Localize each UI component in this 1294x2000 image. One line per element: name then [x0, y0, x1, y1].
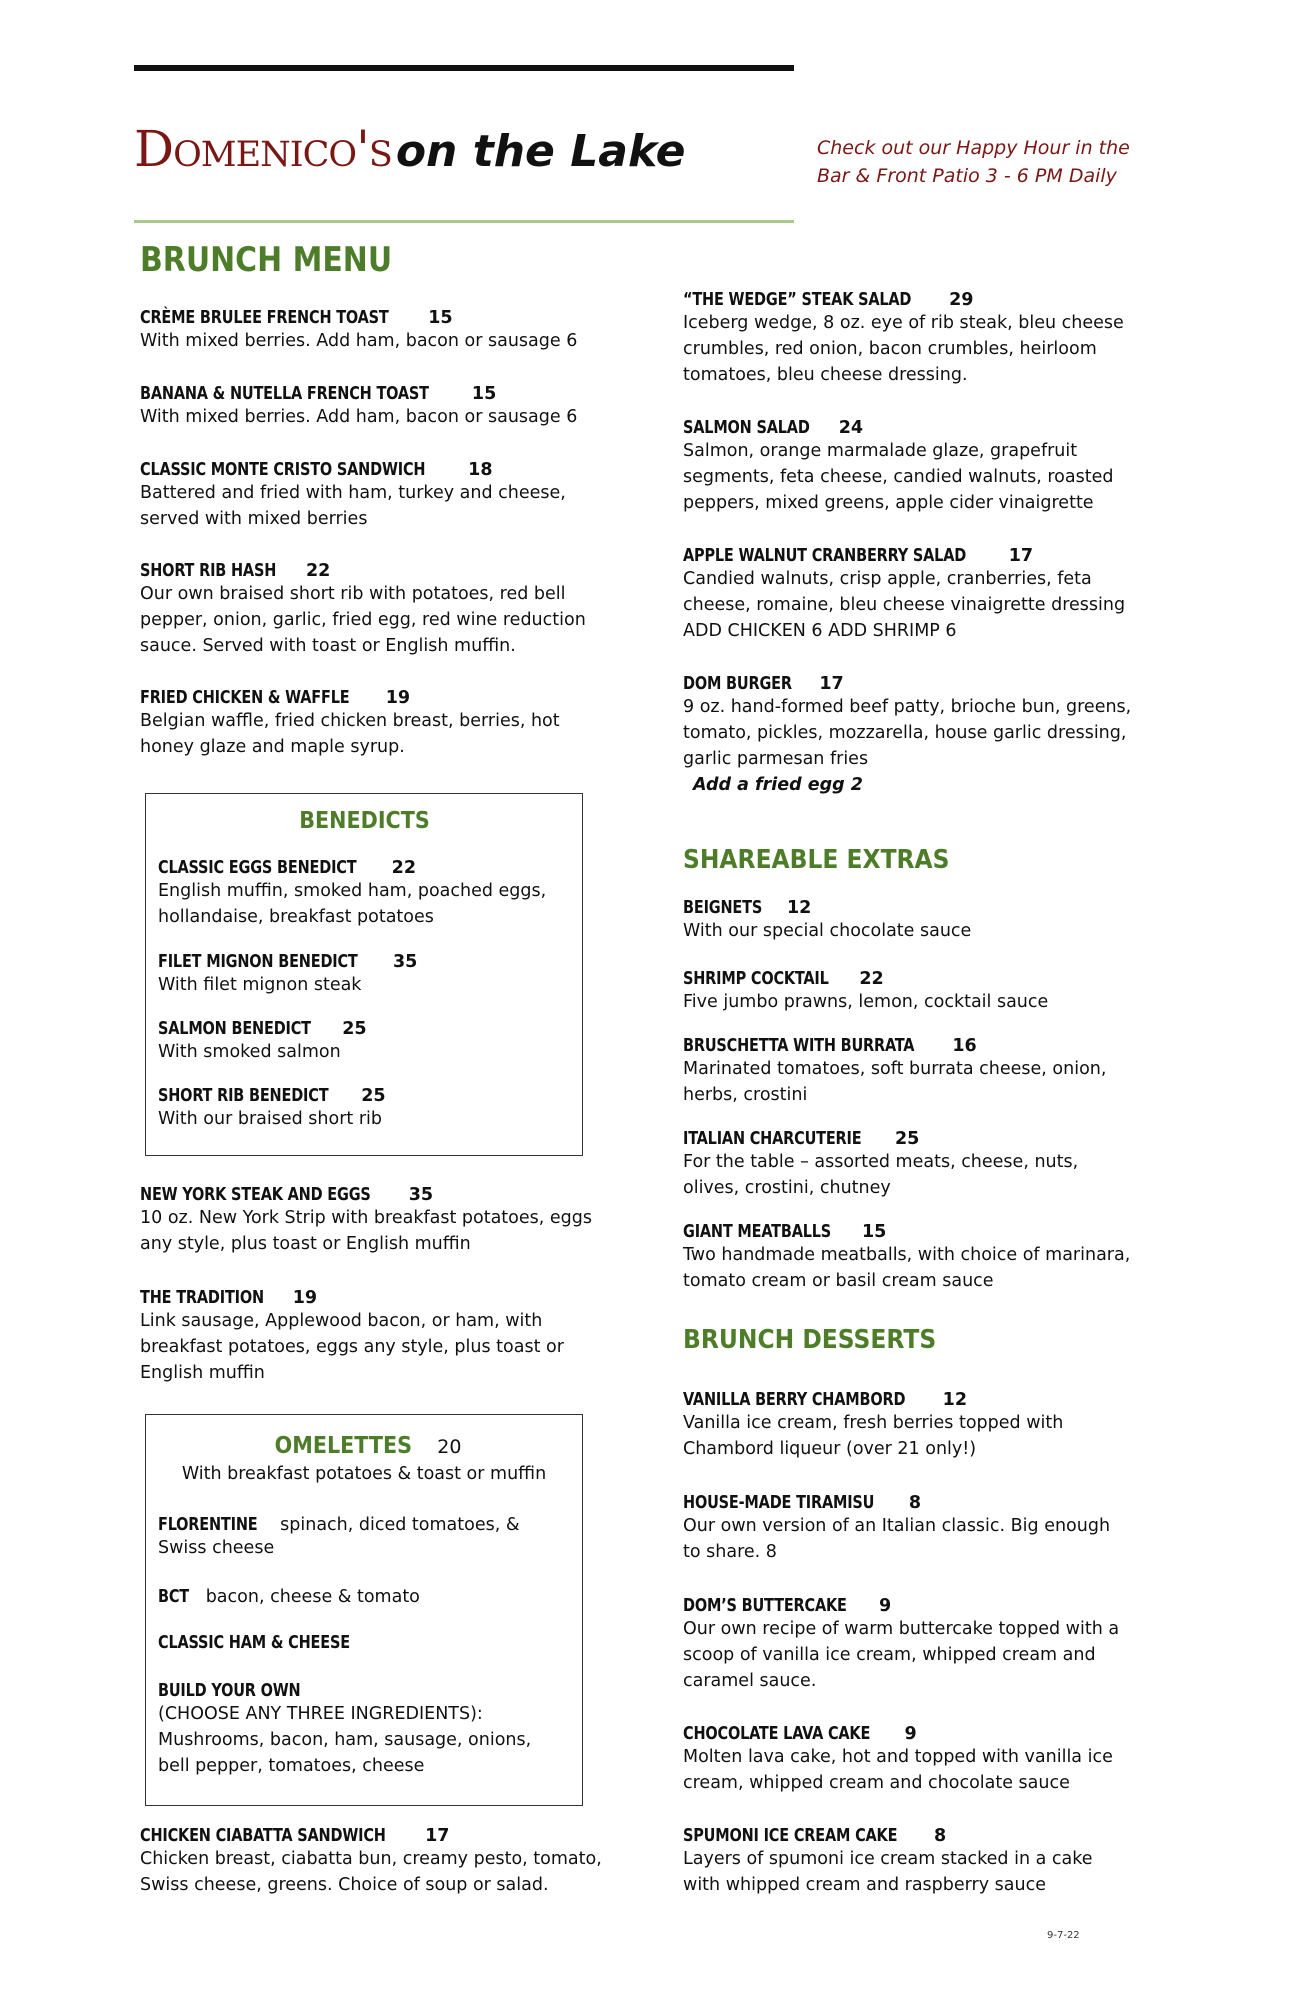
item-name: FRIED CHICKEN & WAFFLE: [140, 688, 350, 708]
item-desc: Our own version of an Italian classic. Big enough: [683, 1516, 1111, 1536]
menu-item: [140, 1288, 620, 1386]
header-divider: [134, 220, 794, 223]
item-price: 15: [471, 384, 497, 404]
menu-item: [683, 1596, 1163, 1694]
item-desc: peppers, mixed greens, apple cider vinaigrette: [683, 493, 1094, 513]
item-price: 25: [342, 1019, 367, 1039]
item-desc: Our own braised short rib with potatoes, red bell: [140, 584, 566, 604]
happy-hour-line-2: Bar & Front Patio 3 - 6 PM Daily: [817, 165, 1117, 187]
item-price: 16: [952, 1036, 977, 1056]
item-price: 8: [933, 1826, 947, 1846]
item-price: 9: [878, 1596, 892, 1616]
menu-item: [158, 1633, 367, 1653]
item-desc: scoop of vanilla ice cream, whipped cream and: [683, 1645, 1096, 1665]
brunch-desserts-title: BRUNCH DESSERTS: [683, 1325, 937, 1355]
item-price: 15: [428, 308, 453, 328]
item-desc: cream, whipped cream and chocolate sauce: [683, 1773, 1070, 1793]
item-price: 25: [894, 1129, 920, 1149]
menu-item: [683, 1129, 1163, 1201]
item-desc: Five jumbo prawns, lemon, cocktail sauce: [683, 992, 1049, 1012]
item-extra: Add a fried egg 2: [693, 775, 863, 795]
item-name: CLASSIC MONTE CRISTO SANDWICH: [140, 460, 426, 480]
menu-item: [683, 1826, 1163, 1898]
item-name: CLASSIC HAM & CHEESE: [158, 1633, 350, 1653]
menu-item: [140, 384, 620, 430]
item-name: FILET MIGNON BENEDICT: [158, 952, 358, 972]
top-rule: [134, 65, 794, 71]
item-desc: Chambord liqueur (over 21 only!): [683, 1439, 977, 1459]
item-price: 19: [292, 1288, 318, 1308]
menu-item: [683, 674, 1163, 798]
brunch-menu-title: BRUNCH MENU: [140, 240, 393, 280]
item-desc: Candied walnuts, crisp apple, cranberries, feta: [683, 569, 1092, 589]
item-desc: With mixed berries. Add ham, bacon or sausage 6: [140, 331, 578, 351]
item-desc: pepper, onion, garlic, fried egg, red wine reduction: [140, 610, 586, 630]
menu-item: [683, 290, 1163, 388]
menu-item: [683, 1222, 1163, 1294]
item-desc: bell pepper, tomatoes, cheese: [158, 1756, 425, 1776]
item-name: GIANT MEATBALLS: [683, 1222, 832, 1242]
item-price: 12: [786, 898, 812, 918]
item-desc: with whipped cream and raspberry sauce: [683, 1875, 1046, 1895]
item-price: 22: [305, 561, 331, 581]
omelettes-price: 20: [437, 1436, 462, 1458]
menu-item: [140, 561, 620, 659]
item-name: CHICKEN CIABATTA SANDWICH: [140, 1826, 386, 1846]
item-desc: With filet mignon steak: [158, 975, 362, 995]
item-desc: breakfast potatoes, eggs any style, plus toast or: [140, 1337, 564, 1357]
item-price: 12: [942, 1390, 967, 1410]
item-desc: With mixed berries. Add ham, bacon or sausage 6: [140, 407, 578, 427]
item-desc: herbs, crostini: [683, 1085, 808, 1105]
item-name: DOM’S BUTTERCAKE: [683, 1596, 847, 1616]
item-name: VANILLA BERRY CHAMBORD: [683, 1390, 906, 1410]
item-desc: cheese, romaine, bleu cheese vinaigrette dressing: [683, 595, 1126, 615]
item-desc: Mushrooms, bacon, ham, sausage, onions,: [158, 1730, 532, 1750]
item-desc: garlic parmesan fries: [683, 749, 869, 769]
omelettes-box: [145, 1414, 583, 1806]
item-name: BRUSCHETTA WITH BURRATA: [683, 1036, 915, 1056]
item-desc: sauce. Served with toast or English muffin.: [140, 636, 516, 656]
restaurant-logo: [134, 120, 685, 178]
revision-date: 9-7-22: [1047, 1930, 1080, 1941]
item-desc: Chicken breast, ciabatta bun, creamy pesto, tomato,: [140, 1849, 602, 1869]
menu-item: [683, 969, 1163, 1015]
item-desc: to share. 8: [683, 1542, 777, 1562]
item-name: SPUMONI ICE CREAM CAKE: [683, 1826, 898, 1846]
item-desc: 9 oz. hand-formed beef patty, brioche bun, greens,: [683, 697, 1132, 717]
item-name: SALMON BENEDICT: [158, 1019, 311, 1039]
item-desc: English muffin, smoked ham, poached eggs,: [158, 881, 547, 901]
item-desc: honey glaze and maple syrup.: [140, 737, 405, 757]
menu-item: [158, 858, 546, 930]
item-desc: Iceberg wedge, 8 oz. eye of rib steak, bleu cheese: [683, 313, 1124, 333]
item-desc: tomato, pickles, mozzarella, house garlic dressing,: [683, 723, 1127, 743]
menu-item: [683, 546, 1163, 644]
item-name: THE TRADITION: [140, 1288, 264, 1308]
item-name: CRÈME BRULEE FRENCH TOAST: [140, 308, 389, 328]
item-desc: With our special chocolate sauce: [683, 921, 972, 941]
item-name: SHORT RIB HASH: [140, 561, 277, 581]
item-name: BANANA & NUTELLA FRENCH TOAST: [140, 384, 429, 404]
menu-item: [683, 1390, 1163, 1462]
item-desc: Two handmade meatballs, with choice of marinara,: [683, 1245, 1131, 1265]
item-price: 19: [385, 688, 411, 708]
item-price: 18: [468, 460, 493, 480]
item-desc: tomatoes, bleu cheese dressing.: [683, 365, 968, 385]
item-name: SALMON SALAD: [683, 418, 810, 438]
item-price: 17: [425, 1826, 450, 1846]
item-desc: Vanilla ice cream, fresh berries topped with: [683, 1413, 1064, 1433]
item-name: BEIGNETS: [683, 898, 763, 918]
item-desc: Salmon, orange marmalade glaze, grapefruit: [683, 441, 1078, 461]
item-name: BUILD YOUR OWN: [158, 1681, 301, 1701]
item-name: ITALIAN CHARCUTERIE: [683, 1129, 862, 1149]
item-desc: tomato cream or basil cream sauce: [683, 1271, 994, 1291]
menu-item: [683, 1493, 1163, 1565]
item-desc: Swiss cheese: [158, 1538, 275, 1558]
item-desc: spinach, diced tomatoes, &: [280, 1515, 520, 1535]
item-desc: English muffin: [140, 1363, 265, 1383]
menu-item: [158, 1515, 519, 1561]
item-name: APPLE WALNUT CRANBERRY SALAD: [683, 546, 967, 566]
item-name: HOUSE-MADE TIRAMISU: [683, 1493, 875, 1513]
item-price: 24: [838, 418, 864, 438]
item-desc: caramel sauce.: [683, 1671, 817, 1691]
happy-hour-line-1: Check out our Happy Hour in the: [817, 137, 1130, 159]
item-name: SHRIMP COCKTAIL: [683, 969, 829, 989]
item-name: “THE WEDGE” STEAK SALAD: [683, 290, 912, 310]
item-desc: Belgian waffle, fried chicken breast, berries, hot: [140, 711, 560, 731]
item-price: 9: [904, 1724, 917, 1744]
item-desc: With our braised short rib: [158, 1109, 382, 1129]
menu-item: [683, 898, 1163, 944]
item-desc: Link sausage, Applewood bacon, or ham, with: [140, 1311, 543, 1331]
brand-name: Domenico's: [134, 120, 392, 178]
item-price: 25: [361, 1086, 386, 1106]
item-name: FLORENTINE: [158, 1515, 258, 1535]
item-desc: Molten lava cake, hot and topped with vanilla ice: [683, 1747, 1113, 1767]
item-desc: served with mixed berries: [140, 509, 368, 529]
item-desc: olives, crostini, chutney: [683, 1178, 891, 1198]
item-price: 17: [819, 674, 844, 694]
item-desc: segments, feta cheese, candied walnuts, roasted: [683, 467, 1114, 487]
benedicts-title: BENEDICTS: [298, 808, 430, 834]
item-desc: Swiss cheese, greens. Choice of soup or salad.: [140, 1875, 549, 1895]
item-desc: With smoked salmon: [158, 1042, 341, 1062]
menu-item: [140, 1185, 620, 1257]
item-price: 17: [1008, 546, 1034, 566]
shareable-extras-title: SHAREABLE EXTRAS: [683, 845, 950, 875]
item-price: 22: [859, 969, 884, 989]
item-desc: Marinated tomatoes, soft burrata cheese, onion,: [683, 1059, 1107, 1079]
item-desc: ADD CHICKEN 6 ADD SHRIMP 6: [683, 621, 957, 641]
item-name: DOM BURGER: [683, 674, 792, 694]
brand-tagline: on the Lake: [395, 126, 686, 177]
menu-item: [140, 460, 620, 532]
menu-item: [140, 1826, 620, 1898]
omelettes-title: OMELETTES: [274, 1433, 412, 1459]
item-price: 29: [949, 290, 974, 310]
item-desc: any style, plus toast or English muffin: [140, 1234, 471, 1254]
item-desc: hollandaise, breakfast potatoes: [158, 907, 434, 927]
item-desc: 10 oz. New York Strip with breakfast potatoes, eggs: [140, 1208, 592, 1228]
benedicts-box: [145, 793, 583, 1156]
item-desc: bacon, cheese & tomato: [205, 1587, 420, 1607]
item-name: NEW YORK STEAK AND EGGS: [140, 1185, 371, 1205]
item-desc: Layers of spumoni ice cream stacked in a cake: [683, 1849, 1093, 1869]
menu-item: [140, 308, 620, 354]
item-price: 35: [393, 952, 418, 972]
item-price: 35: [408, 1185, 434, 1205]
item-desc: (CHOOSE ANY THREE INGREDIENTS):: [158, 1704, 483, 1724]
menu-item: [158, 1587, 420, 1607]
item-price: 22: [391, 858, 417, 878]
item-desc: Battered and fried with ham, turkey and cheese,: [140, 483, 566, 503]
menu-item: [158, 1086, 386, 1132]
menu-item: [140, 688, 620, 760]
item-name: CHOCOLATE LAVA CAKE: [683, 1724, 871, 1744]
menu-item: [683, 1724, 1163, 1796]
omelettes-subtitle: With breakfast potatoes & toast or muffin: [181, 1464, 547, 1484]
menu-item: [683, 418, 1163, 516]
item-price: 8: [908, 1493, 922, 1513]
item-name: SHORT RIB BENEDICT: [158, 1086, 329, 1106]
menu-item: [683, 1036, 1163, 1108]
menu-item: [158, 1681, 531, 1779]
item-name: BCT: [158, 1587, 190, 1607]
happy-hour-note: [817, 134, 1147, 190]
item-price: 15: [861, 1222, 887, 1242]
menu-item: [158, 1019, 367, 1065]
menu-item: [158, 952, 417, 998]
item-desc: Our own recipe of warm buttercake topped with a: [683, 1619, 1120, 1639]
item-name: CLASSIC EGGS BENEDICT: [158, 858, 357, 878]
item-desc: crumbles, red onion, bacon crumbles, heirloom: [683, 339, 1097, 359]
item-desc: For the table – assorted meats, cheese, nuts,: [683, 1152, 1079, 1172]
